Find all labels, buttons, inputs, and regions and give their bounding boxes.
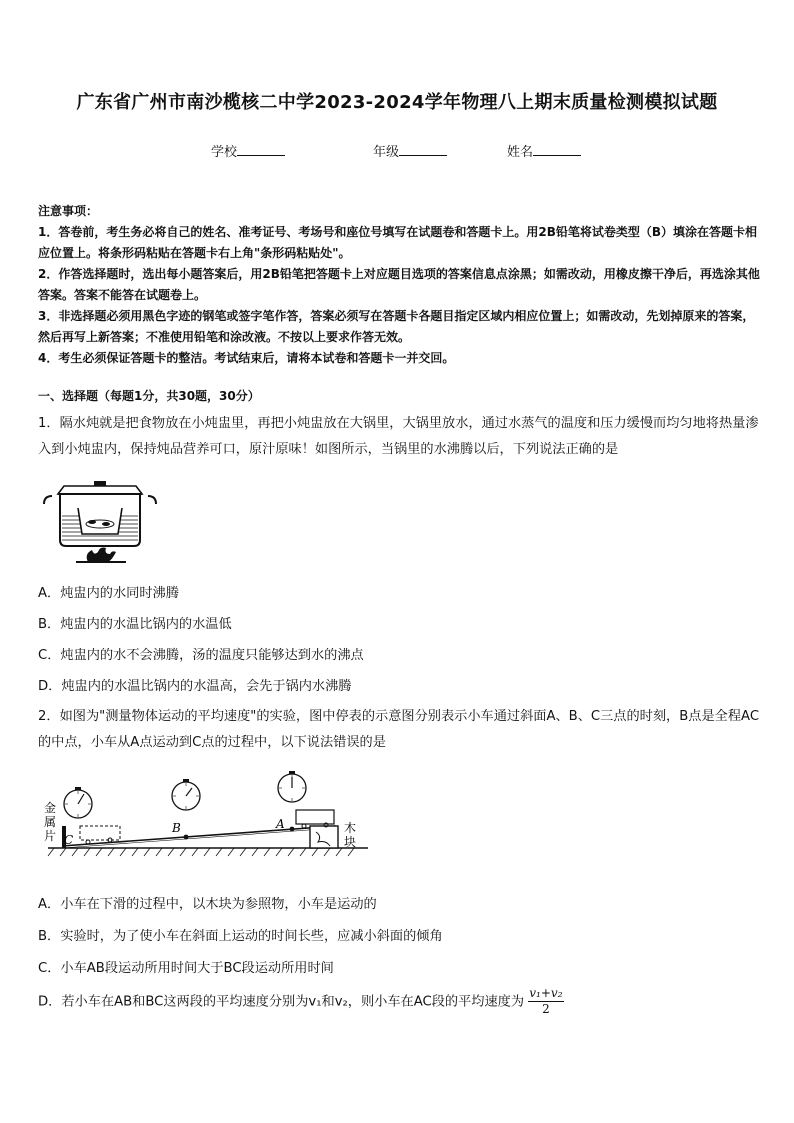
incline-experiment-figure [40,770,370,860]
label-point-a: A [276,817,285,831]
grade-blank[interactable] [399,143,447,156]
fraction-denominator: 2 [542,1002,550,1016]
q1-stem: 1．隔水炖就是把食物放在小炖盅里，再把小炖盅放在大锅里，大锅里放水，通过水蒸气的温度和压力缓慢而均匀地将热量渗入到小炖盅内，保持炖品营养可口，原汁原味！如图所示，当锅里的水沸腾以后，下列说法正确的是 [38,416,759,457]
q2-option-c[interactable]: C．小车AB段运动所用时间大于BC段运动所用时间 [38,961,334,976]
notes-section [38,201,760,369]
name-label: 姓名 [507,145,534,160]
average-speed-fraction [528,986,563,1017]
q1-option-a[interactable]: A．炖盅内的水同时沸腾 [38,586,179,601]
label-point-c: C [64,833,74,847]
label-point-b: B [172,821,181,835]
name-field[interactable] [507,141,581,160]
label-metal-3: 片 [44,829,57,843]
q2-option-a[interactable]: A．小车在下滑的过程中，以木块为参照物，小车是运动的 [38,897,377,912]
section-heading: 一、选择题（每题1分，共30题，30分） [38,389,260,403]
school-label: 学校 [211,145,238,160]
grade-field[interactable] [373,141,447,160]
q1-option-c[interactable]: C．炖盅内的水不会沸腾，汤的温度只能够达到水的沸点 [38,648,364,663]
note-item: 2．作答选择题时，选出每小题答案后，用2B铅笔把答题卡上对应题目选项的答案信息点涂黑；如需改动，用橡皮擦干净后，再选涂其他答案。答案不能答在试题卷上。 [38,267,760,302]
notes-heading: 注意事项： [38,204,99,218]
double-boiler-figure [40,478,160,570]
page-title: 广东省广州市南沙榄核二中学2023-2024学年物理八上期末质量检测模拟试题 [76,92,718,113]
note-item: 3．非选择题必须用黑色字迹的钢笔或签字笔作答，答案必须写在答题卡各题目指定区域内相应位置上；如需改动，先划掉原来的答案，然后再写上新答案；不准使用铅笔和涂改液。不按以上要求作答无效。 [38,309,755,344]
q2-option-b[interactable]: B．实验时，为了使小车在斜面上运动的时间长些，应减小斜面的倾角 [38,929,443,944]
fraction-numerator: v₁+v₂ [529,986,563,1000]
q2-stem: 2．如图为"测量物体运动的平均速度"的实验，图中停表的示意图分别表示小车通过斜面A、B、C三点的时刻，B点是全程AC的中点，小车从A点运动到C点的过程中，以下说法错误的是 [38,709,760,750]
label-wood-2: 块 [344,835,357,849]
note-item: 4．考生必须保证答题卡的整洁。考试结束后，请将本试卷和答题卡一并交回。 [38,351,455,365]
label-metal-1: 金 [44,801,57,815]
label-metal-2: 属 [44,815,57,829]
school-field[interactable] [211,141,285,160]
note-item: 1．答卷前，考生务必将自己的姓名、准考证号、考场号和座位号填写在试题卷和答题卡上。用2B铅笔将试卷类型（B）填涂在答题卡相应位置上。将条形码粘贴在答题卡右上角"条形码粘贴处"。 [38,225,757,260]
q1-option-b[interactable]: B．炖盅内的水温比锅内的水温低 [38,617,232,632]
q2-option-d[interactable] [38,986,564,1017]
school-blank[interactable] [237,143,285,156]
q1-option-d[interactable]: D．炖盅内的水温比锅内的水温高，会先于锅内水沸腾 [38,679,352,694]
name-blank[interactable] [533,143,581,156]
q2-option-d-text: D．若小车在AB和BC这两段的平均速度分别为v₁和v₂，则小车在AC段的平均速度为 [38,994,525,1010]
grade-label: 年级 [373,145,400,160]
label-wood-1: 木 [344,821,357,835]
